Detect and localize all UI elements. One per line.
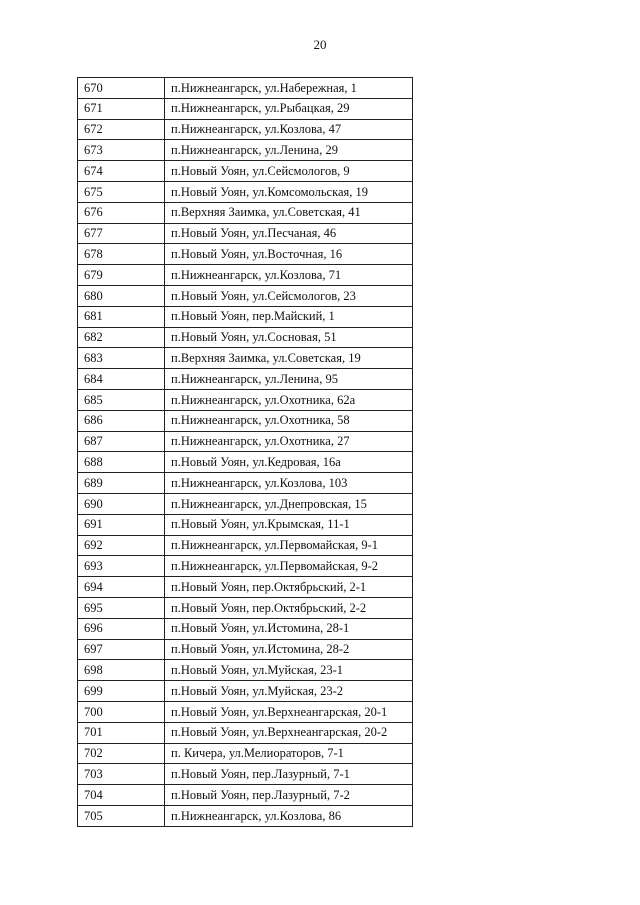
row-number-cell: 686 <box>78 410 165 431</box>
address-cell: п.Новый Уоян, ул.Муйская, 23-2 <box>165 681 413 702</box>
table-row <box>78 722 413 743</box>
address-cell: п.Нижнеангарск, ул.Ленина, 95 <box>165 369 413 390</box>
row-number-cell: 677 <box>78 223 165 244</box>
page-number: 20 <box>313 37 327 52</box>
address-cell: п.Новый Уоян, ул.Кедровая, 16а <box>165 452 413 473</box>
table-row <box>78 98 413 119</box>
address-table-body <box>78 78 413 827</box>
table-row <box>78 493 413 514</box>
row-number-cell: 703 <box>78 764 165 785</box>
row-number-cell: 676 <box>78 202 165 223</box>
row-number-cell: 679 <box>78 265 165 286</box>
row-number-cell: 685 <box>78 389 165 410</box>
table-row <box>78 306 413 327</box>
address-cell: п.Новый Уоян, ул.Истомина, 28-2 <box>165 639 413 660</box>
table-row <box>78 78 413 99</box>
row-number-cell: 694 <box>78 577 165 598</box>
row-number-cell: 672 <box>78 119 165 140</box>
address-cell: п.Новый Уоян, ул.Муйская, 23-1 <box>165 660 413 681</box>
table-row <box>78 410 413 431</box>
table-row <box>78 327 413 348</box>
row-number-cell: 704 <box>78 785 165 806</box>
address-cell: п.Верхняя Заимка, ул.Советская, 19 <box>165 348 413 369</box>
row-number-cell: 689 <box>78 473 165 494</box>
address-cell: п.Новый Уоян, пер.Лазурный, 7-1 <box>165 764 413 785</box>
address-cell: п.Нижнеангарск, ул.Козлова, 86 <box>165 805 413 826</box>
address-cell: п.Нижнеангарск, ул.Днепровская, 15 <box>165 493 413 514</box>
table-row <box>78 431 413 452</box>
table-row <box>78 764 413 785</box>
row-number-cell: 673 <box>78 140 165 161</box>
address-cell: п.Новый Уоян, пер.Октябрьский, 2-1 <box>165 577 413 598</box>
table-row <box>78 660 413 681</box>
table-row <box>78 119 413 140</box>
row-number-cell: 702 <box>78 743 165 764</box>
table-row <box>78 681 413 702</box>
table-row <box>78 743 413 764</box>
row-number-cell: 683 <box>78 348 165 369</box>
row-number-cell: 701 <box>78 722 165 743</box>
table-row <box>78 369 413 390</box>
table-row <box>78 701 413 722</box>
row-number-cell: 687 <box>78 431 165 452</box>
row-number-cell: 671 <box>78 98 165 119</box>
row-number-cell: 699 <box>78 681 165 702</box>
address-cell: п.Новый Уоян, ул.Комсомольская, 19 <box>165 181 413 202</box>
row-number-cell: 700 <box>78 701 165 722</box>
address-cell: п.Новый Уоян, ул.Верхнеангарская, 20-2 <box>165 722 413 743</box>
row-number-cell: 690 <box>78 493 165 514</box>
row-number-cell: 675 <box>78 181 165 202</box>
address-cell: п.Новый Уоян, пер.Октябрьский, 2-2 <box>165 597 413 618</box>
address-cell: п.Нижнеангарск, ул.Первомайская, 9-1 <box>165 535 413 556</box>
row-number-cell: 688 <box>78 452 165 473</box>
address-cell: п.Новый Уоян, ул.Песчаная, 46 <box>165 223 413 244</box>
address-cell: п.Новый Уоян, пер.Майский, 1 <box>165 306 413 327</box>
table-row <box>78 535 413 556</box>
table-row <box>78 223 413 244</box>
row-number-cell: 697 <box>78 639 165 660</box>
table-row <box>78 244 413 265</box>
address-cell: п.Нижнеангарск, ул.Рыбацкая, 29 <box>165 98 413 119</box>
address-cell: п.Нижнеангарск, ул.Козлова, 47 <box>165 119 413 140</box>
address-cell: п.Новый Уоян, ул.Сейсмологов, 23 <box>165 285 413 306</box>
address-cell: п.Верхняя Заимка, ул.Советская, 41 <box>165 202 413 223</box>
address-cell: п.Нижнеангарск, ул.Первомайская, 9-2 <box>165 556 413 577</box>
address-cell: п.Новый Уоян, ул.Крымская, 11-1 <box>165 514 413 535</box>
address-cell: п.Новый Уоян, ул.Восточная, 16 <box>165 244 413 265</box>
table-row <box>78 181 413 202</box>
row-number-cell: 684 <box>78 369 165 390</box>
address-table <box>77 77 413 827</box>
table-row <box>78 577 413 598</box>
row-number-cell: 670 <box>78 78 165 99</box>
row-number-cell: 692 <box>78 535 165 556</box>
row-number-cell: 678 <box>78 244 165 265</box>
table-row <box>78 140 413 161</box>
table-row <box>78 389 413 410</box>
address-cell: п.Новый Уоян, ул.Сосновая, 51 <box>165 327 413 348</box>
address-cell: п.Нижнеангарск, ул.Охотника, 58 <box>165 410 413 431</box>
row-number-cell: 674 <box>78 161 165 182</box>
table-row <box>78 639 413 660</box>
row-number-cell: 696 <box>78 618 165 639</box>
row-number-cell: 681 <box>78 306 165 327</box>
row-number-cell: 698 <box>78 660 165 681</box>
address-cell: п.Новый Уоян, ул.Верхнеангарская, 20-1 <box>165 701 413 722</box>
row-number-cell: 695 <box>78 597 165 618</box>
address-cell: п.Новый Уоян, пер.Лазурный, 7-2 <box>165 785 413 806</box>
table-row <box>78 618 413 639</box>
address-cell: п.Нижнеангарск, ул.Ленина, 29 <box>165 140 413 161</box>
table-row <box>78 514 413 535</box>
table-row <box>78 452 413 473</box>
row-number-cell: 680 <box>78 285 165 306</box>
table-row <box>78 805 413 826</box>
table-row <box>78 161 413 182</box>
table-row <box>78 785 413 806</box>
table-row <box>78 473 413 494</box>
table-row <box>78 285 413 306</box>
address-cell: п.Новый Уоян, ул.Истомина, 28-1 <box>165 618 413 639</box>
table-row <box>78 556 413 577</box>
row-number-cell: 693 <box>78 556 165 577</box>
row-number-cell: 682 <box>78 327 165 348</box>
row-number-cell: 691 <box>78 514 165 535</box>
table-row <box>78 348 413 369</box>
table-row <box>78 265 413 286</box>
address-cell: п.Нижнеангарск, ул.Козлова, 103 <box>165 473 413 494</box>
table-row <box>78 202 413 223</box>
address-cell: п.Нижнеангарск, ул.Охотника, 27 <box>165 431 413 452</box>
row-number-cell: 705 <box>78 805 165 826</box>
address-cell: п. Кичера, ул.Мелиораторов, 7-1 <box>165 743 413 764</box>
address-cell: п.Нижнеангарск, ул.Охотника, 62а <box>165 389 413 410</box>
address-cell: п.Нижнеангарск, ул.Козлова, 71 <box>165 265 413 286</box>
address-cell: п.Новый Уоян, ул.Сейсмологов, 9 <box>165 161 413 182</box>
address-cell: п.Нижнеангарск, ул.Набережная, 1 <box>165 78 413 99</box>
table-row <box>78 597 413 618</box>
